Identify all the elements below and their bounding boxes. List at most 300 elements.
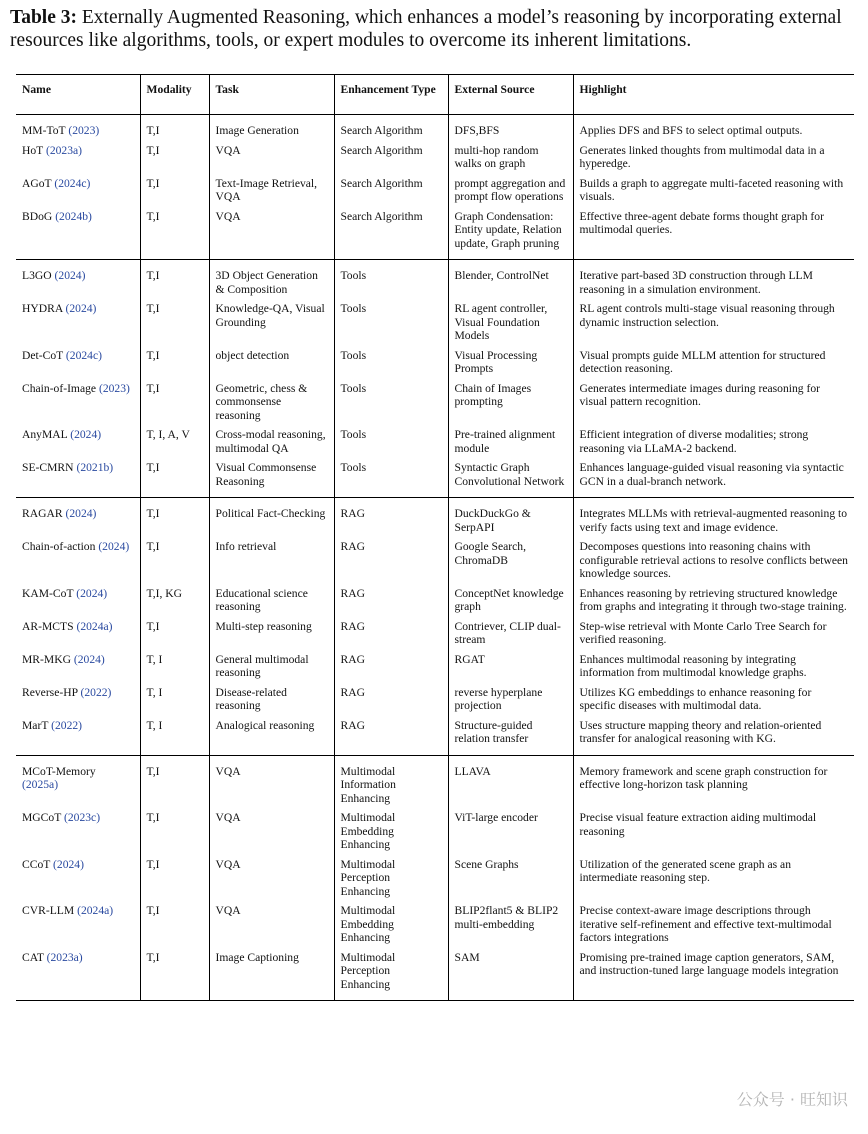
external-source-cell-text: BLIP2flant5 & BLIP2 multi-embedding (454, 904, 559, 931)
highlight-cell-text: Applies DFS and BFS to select optimal outputs. (579, 124, 803, 137)
external-source-cell (448, 299, 573, 346)
citation-link[interactable]: (2024) (65, 507, 97, 520)
table-row (16, 617, 854, 650)
table-row (16, 683, 854, 716)
citation-link[interactable]: (2022) (80, 685, 112, 699)
citation-link[interactable]: (2024) (53, 857, 84, 871)
citation-link[interactable]: (2024) (76, 586, 108, 600)
external-source-cell-text: Syntactic Graph Convolutional Network (454, 461, 565, 488)
external-source-cell (448, 584, 573, 617)
task-cell-text: General multimodal reasoning (215, 652, 309, 679)
highlight-cell (573, 683, 854, 716)
modality-cell (140, 584, 209, 617)
table-row (16, 808, 854, 855)
highlight-cell (573, 948, 854, 1001)
table-caption (10, 6, 862, 52)
enhancement-type-cell (334, 855, 448, 902)
highlight-cell-text: Effective three-agent debate forms thought graph for multimodal queries. (579, 209, 824, 236)
external-source-cell-text: LLAVA (454, 764, 491, 778)
table-row (16, 755, 854, 808)
external-source-cell (448, 650, 573, 683)
method-name: AnyMAL (22, 428, 68, 441)
enhancement-type-cell (334, 498, 448, 538)
name-cell (16, 379, 140, 426)
enhancement-type-cell (334, 174, 448, 207)
highlight-cell-text: Builds a graph to aggregate multi-faceted reasoning with visuals. (579, 176, 844, 203)
name-cell (16, 617, 140, 650)
enhancement-type-cell-text: Multimodal Embedding Enhancing (340, 811, 396, 851)
name-cell (16, 683, 140, 716)
external-source-cell-text: Structure-guided relation transfer (454, 718, 533, 745)
table-row (16, 458, 854, 498)
task-cell-text: Image Captioning (215, 950, 299, 964)
modality-cell-text: T,I (146, 124, 160, 137)
highlight-cell-text: Memory framework and scene graph construction for effective long-horizon task planning (579, 764, 828, 791)
modality-cell (140, 617, 209, 650)
method-name: SE-CMRN (22, 461, 74, 474)
method-name: MCoT-Memory (22, 764, 96, 778)
table-row (16, 346, 854, 379)
external-source-cell-text: Chain of Images prompting (454, 381, 532, 408)
external-source-cell-text: Blender, ControlNet (454, 269, 549, 282)
name-cell (16, 115, 140, 141)
task-cell (209, 901, 334, 948)
enhancement-type-cell-text: Search Algorithm (340, 143, 423, 157)
enhancement-type-cell (334, 141, 448, 174)
citation-link[interactable]: (2025a) (22, 778, 59, 791)
external-source-cell-text: Graph Condensation: Entity update, Relation update, Graph pruning (454, 209, 562, 250)
task-cell (209, 755, 334, 808)
task-cell (209, 260, 334, 300)
enhancement-type-cell (334, 346, 448, 379)
table-row (16, 716, 854, 756)
highlight-cell-text: Precise visual feature extraction aiding multimodal reasoning (579, 811, 817, 838)
method-name: MGCoT (22, 811, 62, 824)
method-name: Det-CoT (22, 348, 64, 362)
highlight-cell-text: Enhances multimodal reasoning by integrating information from multimodal knowledge graphs. (579, 652, 807, 679)
modality-cell (140, 299, 209, 346)
modality-cell (140, 141, 209, 174)
method-name: CAT (22, 950, 44, 964)
task-cell-text: Analogical reasoning (215, 718, 315, 732)
enhancement-type-cell-text: Tools (340, 461, 367, 474)
name-cell (16, 458, 140, 498)
name-cell (16, 346, 140, 379)
table-row (16, 379, 854, 426)
highlight-cell (573, 716, 854, 756)
highlight-cell (573, 498, 854, 538)
external-source-cell (448, 855, 573, 902)
modality-cell (140, 379, 209, 426)
method-name: Chain-of-Image (22, 381, 97, 395)
highlight-cell-text: Efficient integration of diverse modalities; strong reasoning via LLaMA-2 backend. (579, 428, 809, 455)
citation-link[interactable]: (2024) (54, 269, 86, 282)
table-row (16, 425, 854, 458)
citation-link[interactable]: (2024c) (65, 348, 102, 362)
external-source-cell-text: SAM (454, 950, 480, 964)
name-cell (16, 260, 140, 300)
external-source-cell (448, 901, 573, 948)
citation-link[interactable]: (2024) (65, 302, 97, 315)
external-source-cell (448, 948, 573, 1001)
task-cell-text: Image Generation (215, 124, 299, 137)
highlight-cell (573, 584, 854, 617)
table-body (16, 115, 854, 1001)
external-source-cell (448, 174, 573, 207)
highlight-cell (573, 141, 854, 174)
enhancement-type-cell-text: Tools (340, 269, 367, 282)
modality-cell-text: T,I (146, 176, 160, 190)
name-cell (16, 141, 140, 174)
task-cell (209, 346, 334, 379)
task-cell (209, 299, 334, 346)
task-cell (209, 617, 334, 650)
highlight-cell-text: Enhances language-guided visual reasoning via syntactic GCN in a dual-branch network. (579, 461, 844, 488)
enhancement-type-cell-text: Tools (340, 302, 367, 315)
method-name: CVR-LLM (22, 904, 75, 917)
external-source-cell-text: Scene Graphs (454, 857, 519, 871)
highlight-cell (573, 425, 854, 458)
highlight-cell-text: Integrates MLLMs with retrieval-augmented reasoning to verify facts using text and image evidence. (579, 507, 848, 534)
header-enhancement-type: Enhancement Type (334, 75, 448, 115)
external-source-cell (448, 808, 573, 855)
highlight-cell-text: Decomposes questions into reasoning chains with configurable retrieval actions to resolve conflicts between knowledge sources. (579, 540, 848, 580)
task-cell (209, 537, 334, 584)
task-cell (209, 207, 334, 260)
external-source-cell (448, 537, 573, 584)
method-name: AGoT (22, 176, 52, 190)
highlight-cell (573, 260, 854, 300)
modality-cell (140, 716, 209, 756)
external-source-cell-text: prompt aggregation and prompt flow operations (454, 176, 566, 203)
modality-cell-text: T,I (146, 857, 160, 871)
method-name: CCoT (22, 857, 51, 871)
method-name: AR-MCTS (22, 619, 74, 633)
name-cell (16, 174, 140, 207)
modality-cell-text: T,I (146, 507, 160, 520)
name-cell (16, 207, 140, 260)
name-cell (16, 650, 140, 683)
task-cell-text: object detection (215, 348, 290, 362)
task-cell-text: Geometric, chess & commonsense reasoning (215, 381, 308, 422)
enhancement-type-cell (334, 650, 448, 683)
enhancement-type-cell-text: Search Algorithm (340, 124, 423, 137)
highlight-cell-text: Visual prompts guide MLLM attention for structured detection reasoning. (579, 348, 826, 375)
citation-link[interactable]: (2022) (51, 718, 83, 732)
task-cell (209, 808, 334, 855)
table-row (16, 855, 854, 902)
method-name: L3GO (22, 269, 52, 282)
method-name: Chain-of-action (22, 540, 96, 553)
task-cell (209, 716, 334, 756)
citation-link[interactable]: (2024) (73, 652, 105, 666)
citation-link[interactable]: (2023a) (46, 950, 83, 964)
task-cell-text: VQA (215, 764, 241, 778)
modality-cell-text: T, I (146, 718, 163, 732)
task-cell (209, 683, 334, 716)
highlight-cell (573, 299, 854, 346)
modality-cell (140, 115, 209, 141)
enhancement-type-cell (334, 716, 448, 756)
external-source-cell (448, 458, 573, 498)
external-source-cell (448, 379, 573, 426)
highlight-cell (573, 346, 854, 379)
citation-link[interactable]: (2024) (70, 428, 102, 441)
method-name: HoT (22, 143, 44, 157)
enhancement-type-cell-text: RAG (340, 619, 365, 633)
modality-cell-text: T,I (146, 269, 160, 282)
modality-cell (140, 808, 209, 855)
task-cell-text: VQA (215, 209, 241, 223)
task-cell (209, 425, 334, 458)
table-row (16, 537, 854, 584)
modality-cell-text: T,I (146, 209, 160, 223)
citation-link[interactable]: (2024b) (55, 209, 92, 223)
enhancement-type-cell (334, 425, 448, 458)
external-source-cell-text: reverse hyperplane projection (454, 685, 543, 712)
header-row (16, 75, 854, 115)
enhancement-type-cell-text: Multimodal Embedding Enhancing (340, 904, 396, 944)
enhancement-type-cell-text: Search Algorithm (340, 209, 423, 223)
external-source-cell-text: Google Search, ChromaDB (454, 540, 526, 567)
highlight-cell-text: Uses structure mapping theory and relation-oriented transfer for analogical reasoning with KG. (579, 718, 822, 745)
caption-label: Table 3: (10, 7, 78, 28)
external-source-cell-text: RL agent controller, Visual Foundation Models (454, 302, 548, 342)
modality-cell-text: T, I (146, 685, 163, 699)
highlight-cell-text: RL agent controls multi-stage visual reasoning through dynamic instruction selection. (579, 302, 835, 329)
external-source-cell (448, 755, 573, 808)
citation-link[interactable]: (2024a) (77, 904, 114, 917)
modality-cell (140, 683, 209, 716)
header-task: Task (209, 75, 334, 115)
highlight-cell (573, 755, 854, 808)
task-cell (209, 855, 334, 902)
modality-cell-text: T,I (146, 143, 160, 157)
modality-cell (140, 207, 209, 260)
task-cell (209, 141, 334, 174)
highlight-cell (573, 537, 854, 584)
task-cell-text: VQA (215, 811, 241, 824)
external-source-cell-text: Visual Processing Prompts (454, 348, 538, 375)
external-source-cell (448, 115, 573, 141)
enhancement-type-cell (334, 458, 448, 498)
modality-cell (140, 260, 209, 300)
task-cell (209, 115, 334, 141)
external-source-cell-text: Pre-trained alignment module (454, 428, 556, 455)
highlight-cell (573, 174, 854, 207)
highlight-cell (573, 115, 854, 141)
header-highlight: Highlight (573, 75, 854, 115)
highlight-cell-text: Utilization of the generated scene graph as an intermediate reasoning step. (579, 857, 791, 884)
external-source-cell-text: DuckDuckGo & SerpAPI (454, 507, 531, 534)
task-cell-text: VQA (215, 143, 241, 157)
task-cell (209, 948, 334, 1001)
task-cell (209, 379, 334, 426)
highlight-cell (573, 379, 854, 426)
enhancement-type-cell (334, 299, 448, 346)
method-name: MR-MKG (22, 652, 71, 666)
header-modality: Modality (140, 75, 209, 115)
external-source-cell (448, 617, 573, 650)
name-cell (16, 716, 140, 756)
task-cell-text: Educational science reasoning (215, 586, 308, 613)
highlight-cell-text: Precise context-aware image descriptions through iterative self-refinement and effective text-multimodal factors integrations (579, 904, 832, 944)
enhancement-type-cell (334, 755, 448, 808)
method-name: MarT (22, 718, 49, 732)
citation-link[interactable]: (2024a) (76, 619, 113, 633)
modality-cell (140, 425, 209, 458)
table-row (16, 299, 854, 346)
task-cell (209, 174, 334, 207)
table-row (16, 650, 854, 683)
task-cell-text: Cross-modal reasoning, multimodal QA (215, 428, 326, 455)
task-cell-text: Visual Commonsense Reasoning (215, 461, 317, 488)
name-cell (16, 299, 140, 346)
method-name: RAGAR (22, 507, 63, 520)
table-row (16, 498, 854, 538)
task-cell-text: Text-Image Retrieval, VQA (215, 176, 318, 203)
method-name: KAM-CoT (22, 586, 74, 600)
citation-link[interactable]: (2021b) (76, 461, 114, 474)
enhancement-type-cell-text: Search Algorithm (340, 176, 423, 190)
enhancement-type-cell (334, 260, 448, 300)
modality-cell (140, 174, 209, 207)
task-cell (209, 498, 334, 538)
method-name: Reverse-HP (22, 685, 78, 699)
method-name: MM-ToT (22, 124, 66, 137)
external-source-cell (448, 683, 573, 716)
name-cell (16, 537, 140, 584)
task-cell-text: Disease-related reasoning (215, 685, 287, 712)
external-source-cell (448, 425, 573, 458)
table-row (16, 584, 854, 617)
enhancement-type-cell (334, 537, 448, 584)
modality-cell-text: T,I (146, 811, 160, 824)
table-row (16, 948, 854, 1001)
modality-cell-text: T,I (146, 950, 160, 964)
external-source-cell-text: ViT-large encoder (454, 811, 538, 824)
method-name: BDoG (22, 209, 53, 223)
highlight-cell-text: Enhances reasoning by retrieving structured knowledge from graphs and integrating it through two-stage training. (579, 586, 847, 613)
enhancement-type-cell-text: RAG (340, 586, 365, 600)
external-source-cell-text: multi-hop random walks on graph (454, 143, 539, 170)
modality-cell-text: T,I (146, 302, 160, 315)
task-cell-text: Knowledge-QA, Visual Grounding (215, 302, 325, 329)
external-source-cell (448, 716, 573, 756)
enhancement-type-cell-text: RAG (340, 718, 365, 732)
citation-link[interactable]: (2023a) (45, 143, 83, 157)
name-cell (16, 755, 140, 808)
highlight-cell (573, 901, 854, 948)
external-source-cell-text: Contriever, CLIP dual-stream (454, 619, 561, 646)
modality-cell-text: T,I (146, 904, 160, 917)
external-source-cell (448, 141, 573, 174)
citation-link[interactable]: (2024) (98, 540, 130, 553)
highlight-cell (573, 458, 854, 498)
modality-cell-text: T,I (146, 540, 160, 553)
table-row (16, 141, 854, 174)
enhancement-type-cell-text: Multimodal Perception Enhancing (340, 950, 396, 991)
header-external-source: External Source (448, 75, 573, 115)
table-row (16, 901, 854, 948)
table-row (16, 207, 854, 260)
modality-cell-text: T,I (146, 461, 160, 474)
enhancement-type-cell (334, 901, 448, 948)
modality-cell-text: T,I (146, 381, 160, 395)
name-cell (16, 808, 140, 855)
modality-cell (140, 537, 209, 584)
external-source-cell-text: RGAT (454, 652, 485, 666)
table-row (16, 260, 854, 300)
task-cell-text: Info retrieval (215, 540, 277, 553)
modality-cell (140, 948, 209, 1001)
enhancement-type-cell (334, 115, 448, 141)
enhancement-type-cell-text: Multimodal Perception Enhancing (340, 857, 396, 898)
method-name: HYDRA (22, 302, 63, 315)
highlight-cell (573, 617, 854, 650)
external-source-cell-text: DFS,BFS (454, 124, 500, 137)
enhancement-type-cell (334, 808, 448, 855)
name-cell (16, 425, 140, 458)
enhancement-type-cell-text: RAG (340, 652, 365, 666)
enhancement-type-cell (334, 584, 448, 617)
enhancement-type-cell-text: Multimodal Information Enhancing (340, 764, 396, 805)
enhancement-type-cell (334, 379, 448, 426)
modality-cell-text: T, I (146, 652, 163, 666)
enhancement-type-cell (334, 948, 448, 1001)
table-row (16, 115, 854, 141)
enhancement-type-cell (334, 683, 448, 716)
augmented-reasoning-table (16, 74, 854, 1001)
task-cell-text: VQA (215, 857, 241, 871)
name-cell (16, 948, 140, 1001)
modality-cell (140, 901, 209, 948)
highlight-cell (573, 855, 854, 902)
external-source-cell (448, 260, 573, 300)
enhancement-type-cell-text: RAG (340, 540, 365, 553)
external-source-cell (448, 207, 573, 260)
citation-link[interactable]: (2023) (98, 381, 130, 395)
highlight-cell (573, 808, 854, 855)
table-row (16, 174, 854, 207)
modality-cell-text: T,I (146, 348, 160, 362)
modality-cell (140, 458, 209, 498)
modality-cell-text: T, I, A, V (146, 428, 190, 441)
highlight-cell-text: Iterative part-based 3D construction through LLM reasoning in a simulation environment. (579, 269, 813, 296)
citation-link[interactable]: (2023c) (64, 811, 101, 824)
external-source-cell (448, 346, 573, 379)
caption-text: Externally Augmented Reasoning, which enhances a model’s reasoning by incorporating external resources like algorithms, tools, or expert modules to overcome its inherent limitations. (10, 7, 842, 51)
enhancement-type-cell-text: Tools (340, 381, 367, 395)
task-cell (209, 650, 334, 683)
modality-cell-text: T,I (146, 619, 160, 633)
enhancement-type-cell (334, 617, 448, 650)
enhancement-type-cell-text: RAG (340, 507, 365, 520)
task-cell (209, 458, 334, 498)
task-cell-text: VQA (215, 904, 241, 917)
citation-link[interactable]: (2024c) (54, 176, 91, 190)
enhancement-type-cell (334, 207, 448, 260)
modality-cell-text: T,I (146, 764, 160, 778)
external-source-cell-text: ConceptNet knowledge graph (454, 586, 564, 613)
modality-cell (140, 755, 209, 808)
header-name: Name (22, 83, 51, 96)
name-cell (16, 901, 140, 948)
name-cell (16, 584, 140, 617)
citation-link[interactable]: (2023) (68, 124, 100, 137)
task-cell-text: Multi-step reasoning (215, 619, 312, 633)
modality-cell (140, 650, 209, 683)
